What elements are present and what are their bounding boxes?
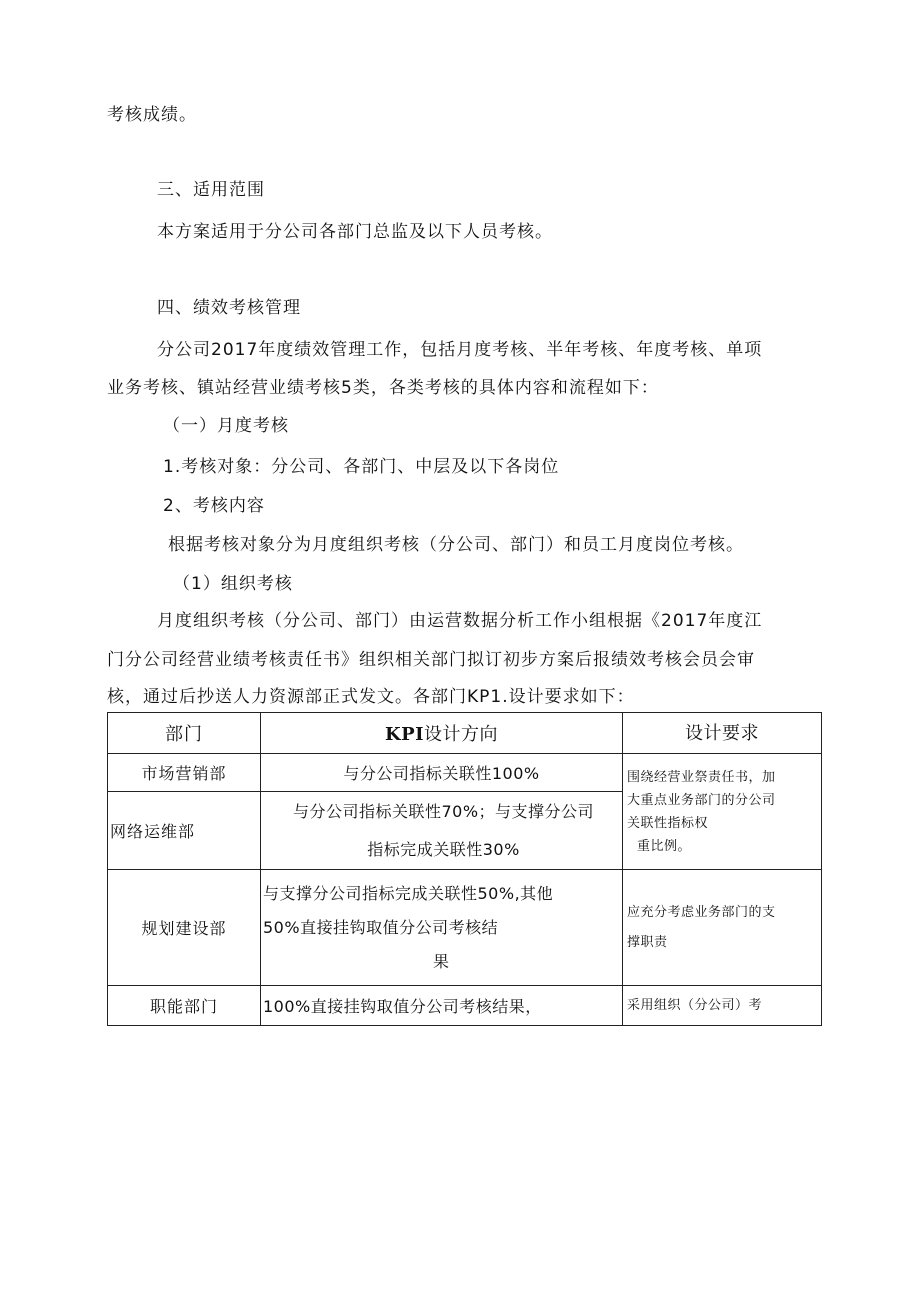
req-line: 重比例。 — [637, 838, 692, 854]
kpi-line: 50%直接挂钩取值分公司考核结 — [263, 917, 499, 937]
cell-kpi — [261, 792, 623, 870]
subsection-heading: （1）组织考核 — [173, 574, 293, 594]
paragraph-line: 业务考核、镇站经营业绩考核5类，各类考核的具体内容和流程如下： — [107, 378, 659, 398]
cell-req-merged — [623, 754, 822, 870]
cell-dept: 网络运维部 — [108, 792, 261, 870]
kpi-line: 与分公司指标关联性70%；与支撑分公司 — [292, 801, 595, 821]
paragraph-line: 本方案适用于分公司各部门总监及以下人员考核。 — [157, 222, 553, 242]
paragraph-line: 门分公司经营业绩考核责任书》组织相关部门拟订初步方案后报绩效考核会员会审 — [107, 650, 755, 670]
cell-kpi: 100%直接挂钩取值分公司考核结果， — [261, 986, 623, 1026]
table-row — [108, 986, 822, 1026]
table-row — [108, 754, 822, 792]
cell-dept: 职能部门 — [108, 986, 261, 1026]
paragraph-line: 月度组织考核（分公司、部门）由运营数据分析工作小组根据《2017年度江 — [157, 611, 763, 631]
req-line: 大重点业务部门的分公司 — [627, 792, 776, 808]
cell-kpi: 与分公司指标关联性100% — [261, 754, 623, 792]
list-item: 1.考核对象：分公司、各部门、中层及以下各岗位 — [163, 457, 560, 477]
req-line: 应充分考虑业务部门的支 — [627, 904, 776, 920]
subsection-heading: （一）月度考核 — [163, 416, 289, 436]
header-kpi — [261, 713, 623, 754]
table-row — [108, 870, 822, 986]
kpi-line: 与支撑分公司指标完成关联性50%,其他 — [263, 883, 554, 903]
paragraph-line: 根据考核对象分为月度组织考核（分公司、部门）和员工月度岗位考核。 — [168, 535, 744, 555]
paragraph-line: 分公司2017年度绩效管理工作，包括月度考核、半年考核、年度考核、单项 — [157, 340, 763, 360]
table-header-row — [108, 713, 822, 754]
section-heading: 四、绩效考核管理 — [157, 298, 301, 318]
header-dept: 部门 — [108, 713, 261, 754]
list-item: 2、考核内容 — [163, 496, 265, 516]
req-line: 撑职责 — [627, 934, 668, 950]
kpi-design-table — [107, 712, 822, 1026]
paragraph-line: 核，通过后抄送人力资源部正式发文。各部门KP1.设计要求如下： — [107, 687, 635, 707]
cell-req: 采用组织（分公司）考 — [623, 986, 822, 1026]
kpi-line: 指标完成关联性30% — [367, 839, 520, 859]
cell-kpi — [261, 870, 623, 986]
section-heading: 三、适用范围 — [157, 180, 265, 200]
req-line: 围绕经营业祭责任书，加 — [627, 769, 776, 785]
req-line: 关联性指标权 — [627, 815, 709, 831]
kpi-line: 果 — [433, 951, 450, 971]
header-kpi-rest: 设计方向 — [424, 724, 499, 745]
cell-req — [623, 870, 822, 986]
header-kpi-bold: KPI — [384, 724, 425, 745]
paragraph-line: 考核成绩。 — [107, 105, 197, 125]
cell-dept: 市场营销部 — [108, 754, 261, 792]
header-req: 设计要求 — [623, 713, 822, 754]
cell-dept: 规划建设部 — [108, 870, 261, 986]
